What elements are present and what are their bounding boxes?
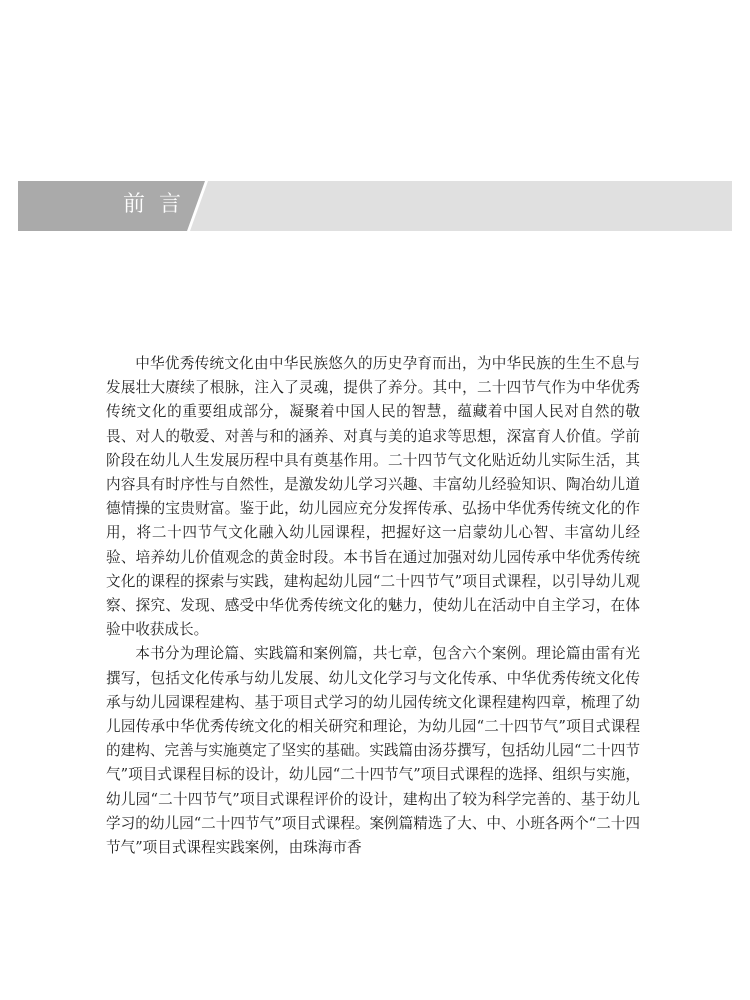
chapter-banner [18, 181, 732, 231]
banner-light-segment [190, 181, 732, 231]
preface-body [106, 352, 640, 860]
paragraph-2: 本书分为理论篇、实践篇和案例篇，共七章，包含六个案例。理论篇由雷有光撰写，包括文化传承与幼儿发展、幼儿文化学习与文化传承、中华优秀传统文化传承与幼儿园课程建构、基于项目式学习的幼儿园传统文化课程建构四章，梳理了幼儿园传承中华优秀传统文化的相关研究和理论，为幼儿园“二十四节气”项目式课程的建构、完善与实施奠定了坚实的基础。实践篇由汤芬撰写，包括幼儿园“二十四节气”项目式课程目标的设计，幼儿园“二十四节气”项目式课程的选择、组织与实施，幼儿园“二十四节气”项目式课程评价的设计，建构出了较为科学完善的、基于幼儿学习的幼儿园“二十四节气”项目式课程。案例篇精选了大、中、小班各两个“二十四节气”项目式课程实践案例，由珠海市香 [106, 645, 640, 857]
chapter-title: 前言 [123, 192, 196, 217]
paragraph-1: 中华优秀传统文化由中华民族悠久的历史孕育而出，为中华民族的生生不息与发展壮大赓续了根脉，注入了灵魂，提供了养分。其中，二十四节气作为中华优秀传统文化的重要组成部分，凝聚着中国人民的智慧，蕴藏着中国人民对自然的敬畏、对人的敬爱、对善与和的涵养、对真与美的追求等思想，深富育人价值。学前阶段在幼儿人生发展历程中具有奠基作用。二十四节气文化贴近幼儿实际生活，其内容具有时序性与自然性，是激发幼儿学习兴趣、丰富幼儿经验知识、陶冶幼儿道德情操的宝贵财富。鉴于此，幼儿园应充分发挥传承、弘扬中华优秀传统文化的作用，将二十四节气文化融入幼儿园课程，把握好这一启蒙幼儿心智、丰富幼儿经验、培养幼儿价值观念的黄金时段。本书旨在通过加强对幼儿园传承中华优秀传统文化的课程的探索与实践，建构起幼儿园“二十四节气”项目式课程，以引导幼儿观察、探究、发现、感受中华优秀传统文化的魅力，使幼儿在活动中自主学习，在体验中收获成长。 [106, 355, 640, 639]
